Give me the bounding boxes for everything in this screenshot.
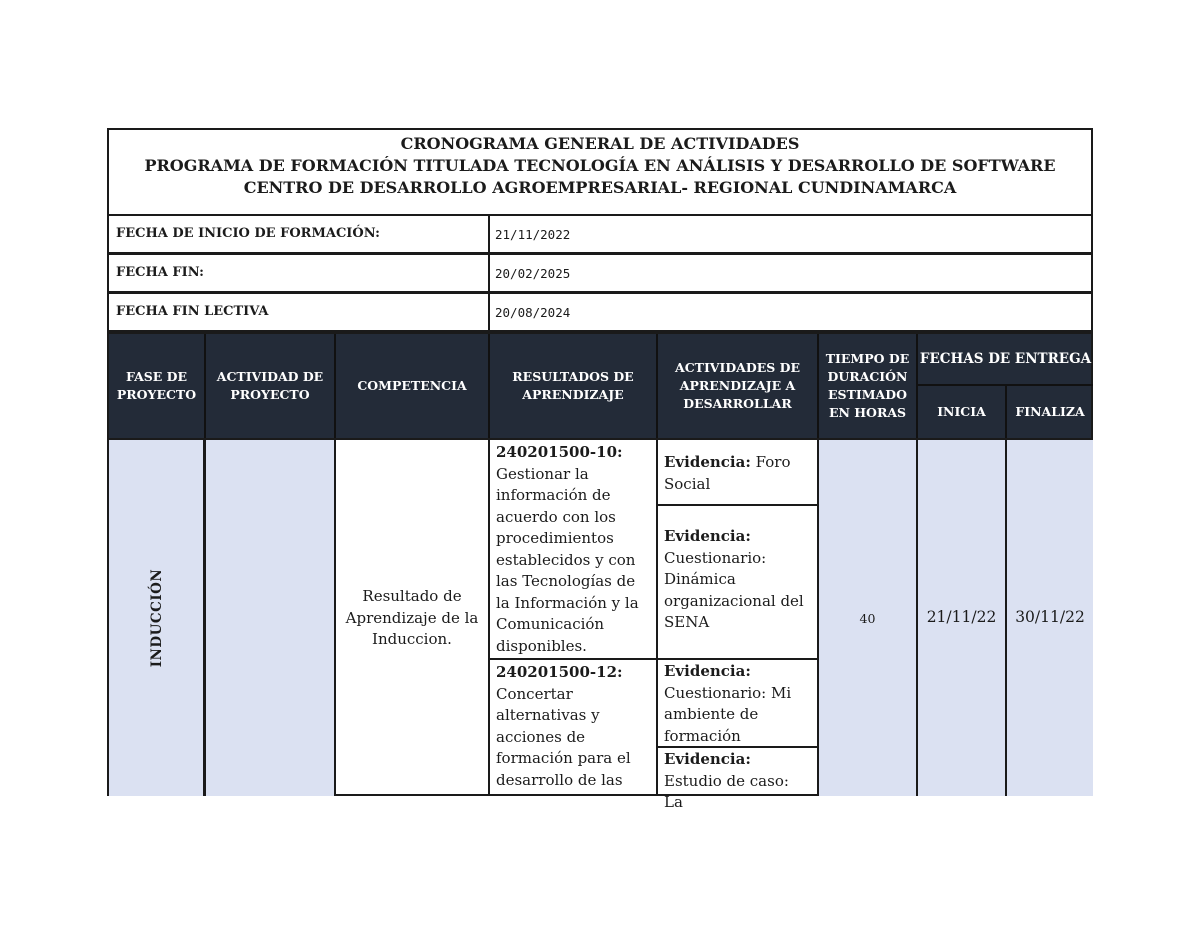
document-title-block: [107, 128, 1093, 216]
resultado-item: [490, 440, 656, 660]
horas-value: 40: [859, 610, 876, 626]
resultado-code: 240201500-12:: [496, 663, 623, 681]
evidencia-text: Cuestionario: Dinámica organizacional del SENA: [664, 548, 804, 631]
resultado-code: 240201500-10:: [496, 443, 623, 461]
cell-actividades: [658, 440, 819, 811]
info-label: FECHA FIN:: [116, 265, 204, 280]
cell-resultados: [490, 440, 658, 796]
finaliza-value: 30/11/22: [1015, 608, 1085, 627]
evidencia-text: Cuestionario: Mi ambiente de formación: [664, 683, 792, 745]
header-actividades: ACTIVIDADES DE APRENDIZAJE A DESARROLLAR: [658, 334, 819, 438]
fase-label: INDUCCIÓN: [149, 568, 165, 668]
resultado-text: Gestionar la información de acuerdo con los procedimientos establecidos y con las Tecnologías de la Información y la Comunicación disponibles.: [496, 464, 639, 655]
competencia-text: Resultado de Aprendizaje de la Induccion.: [345, 587, 479, 648]
title-line-1: CRONOGRAMA GENERAL DE ACTIVIDADES: [400, 134, 800, 153]
resultado-item: [490, 660, 656, 796]
cell-fase: [109, 440, 206, 796]
info-value: 21/11/2022: [495, 227, 571, 242]
resultado-text: Concertar alternativas y acciones de formación para el desarrollo de las: [496, 684, 631, 789]
table-header: [107, 332, 1093, 440]
info-value: 20/02/2025: [495, 266, 571, 281]
cell-inicia: [918, 440, 1007, 796]
info-label: FECHA DE INICIO DE FORMACIÓN:: [116, 226, 380, 241]
evidencia-item: [658, 748, 817, 811]
header-tiempo: TIEMPO DE DURACIÓN ESTIMADO EN HORAS: [819, 334, 918, 438]
header-fase: FASE DE PROYECTO: [109, 334, 206, 438]
evidencia-label: Evidencia:: [664, 453, 751, 471]
evidencia-label: Evidencia:: [664, 750, 751, 768]
cell-actividad: [206, 440, 336, 796]
header-inicia: INICIA: [918, 386, 1007, 438]
cell-horas: [819, 440, 918, 796]
evidencia-item: [658, 440, 817, 506]
cell-finaliza: [1007, 440, 1093, 796]
info-row-start-date: [107, 214, 1093, 254]
info-label: FECHA FIN LECTIVA: [116, 304, 269, 319]
evidencia-label: Evidencia:: [664, 662, 751, 680]
title-line-2: PROGRAMA DE FORMACIÓN TITULADA TECNOLOGÍA EN ANÁLISIS Y DESARROLLO DE SOFTWARE: [144, 156, 1056, 175]
evidencia-text: Foro Social: [664, 453, 791, 493]
info-value: 20/08/2024: [495, 305, 571, 320]
header-resultados: RESULTADOS DE APRENDIZAJE: [490, 334, 658, 438]
evidencia-item: [658, 660, 817, 748]
header-competencia: COMPETENCIA: [336, 334, 490, 438]
title-line-3: CENTRO DE DESARROLLO AGROEMPRESARIAL- REGIONAL CUNDINAMARCA: [243, 178, 957, 197]
cell-competencia: [336, 440, 490, 796]
header-fechas-entrega: FECHAS DE ENTREGA: [918, 334, 1093, 386]
info-row-lective-end-date: [107, 292, 1093, 332]
header-actividad: ACTIVIDAD DE PROYECTO: [206, 334, 336, 438]
evidencia-label: Evidencia:: [664, 527, 751, 545]
inicia-value: 21/11/22: [926, 608, 997, 627]
table-body-row: [107, 438, 1093, 811]
info-row-end-date: [107, 253, 1093, 293]
evidencia-item: [658, 506, 817, 660]
evidencia-text: Estudio de caso: La: [664, 771, 789, 811]
header-finaliza: FINALIZA: [1015, 404, 1085, 419]
